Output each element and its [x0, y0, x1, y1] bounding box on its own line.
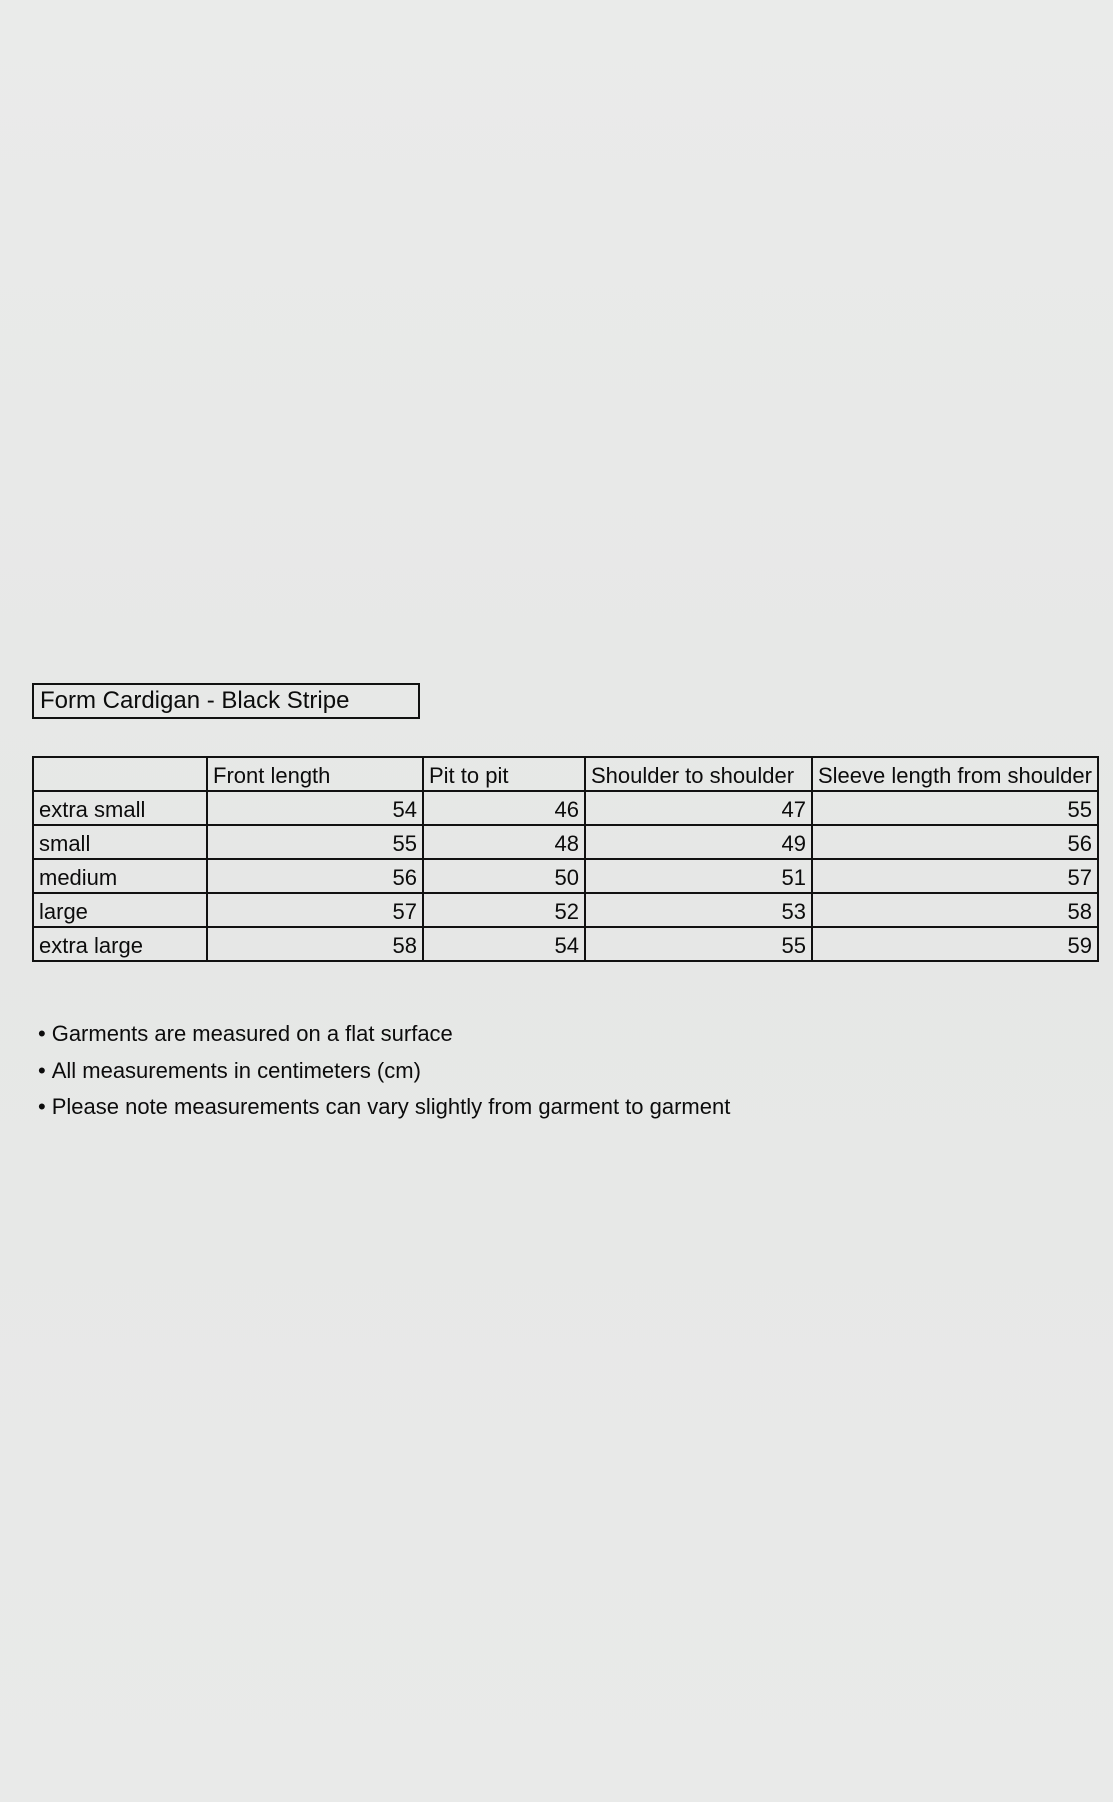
shoulder-value: 47 — [585, 791, 812, 825]
sleeve-value: 58 — [812, 893, 1098, 927]
size-label: medium — [33, 859, 207, 893]
header-cell-empty — [33, 757, 207, 791]
pit-to-pit-value: 52 — [423, 893, 585, 927]
table-row — [33, 927, 1098, 961]
front-length-value: 58 — [207, 927, 423, 961]
note-item: • All measurements in centimeters (cm) — [38, 1053, 730, 1090]
pit-to-pit-value: 50 — [423, 859, 585, 893]
sleeve-value: 55 — [812, 791, 1098, 825]
front-length-value: 57 — [207, 893, 423, 927]
size-label: small — [33, 825, 207, 859]
table-row — [33, 791, 1098, 825]
note-item: • Please note measurements can vary slightly from garment to garment — [38, 1089, 730, 1126]
size-label: extra small — [33, 791, 207, 825]
pit-to-pit-value: 46 — [423, 791, 585, 825]
note-item: • Garments are measured on a flat surface — [38, 1016, 730, 1053]
shoulder-value: 55 — [585, 927, 812, 961]
shoulder-value: 53 — [585, 893, 812, 927]
front-length-value: 54 — [207, 791, 423, 825]
header-shoulder-to-shoulder: Shoulder to shoulder — [585, 757, 812, 791]
sleeve-value: 56 — [812, 825, 1098, 859]
size-label: large — [33, 893, 207, 927]
pit-to-pit-value: 54 — [423, 927, 585, 961]
product-title: Form Cardigan - Black Stripe — [32, 683, 420, 719]
sleeve-value: 57 — [812, 859, 1098, 893]
header-pit-to-pit: Pit to pit — [423, 757, 585, 791]
size-chart-table — [32, 756, 1099, 962]
size-label: extra large — [33, 927, 207, 961]
table-row — [33, 825, 1098, 859]
header-sleeve-length: Sleeve length from shoulder — [812, 757, 1098, 791]
shoulder-value: 51 — [585, 859, 812, 893]
sleeve-value: 59 — [812, 927, 1098, 961]
measurement-notes — [38, 1016, 730, 1126]
header-front-length: Front length — [207, 757, 423, 791]
table-row — [33, 859, 1098, 893]
table-row — [33, 893, 1098, 927]
front-length-value: 55 — [207, 825, 423, 859]
table-header-row — [33, 757, 1098, 791]
shoulder-value: 49 — [585, 825, 812, 859]
front-length-value: 56 — [207, 859, 423, 893]
pit-to-pit-value: 48 — [423, 825, 585, 859]
